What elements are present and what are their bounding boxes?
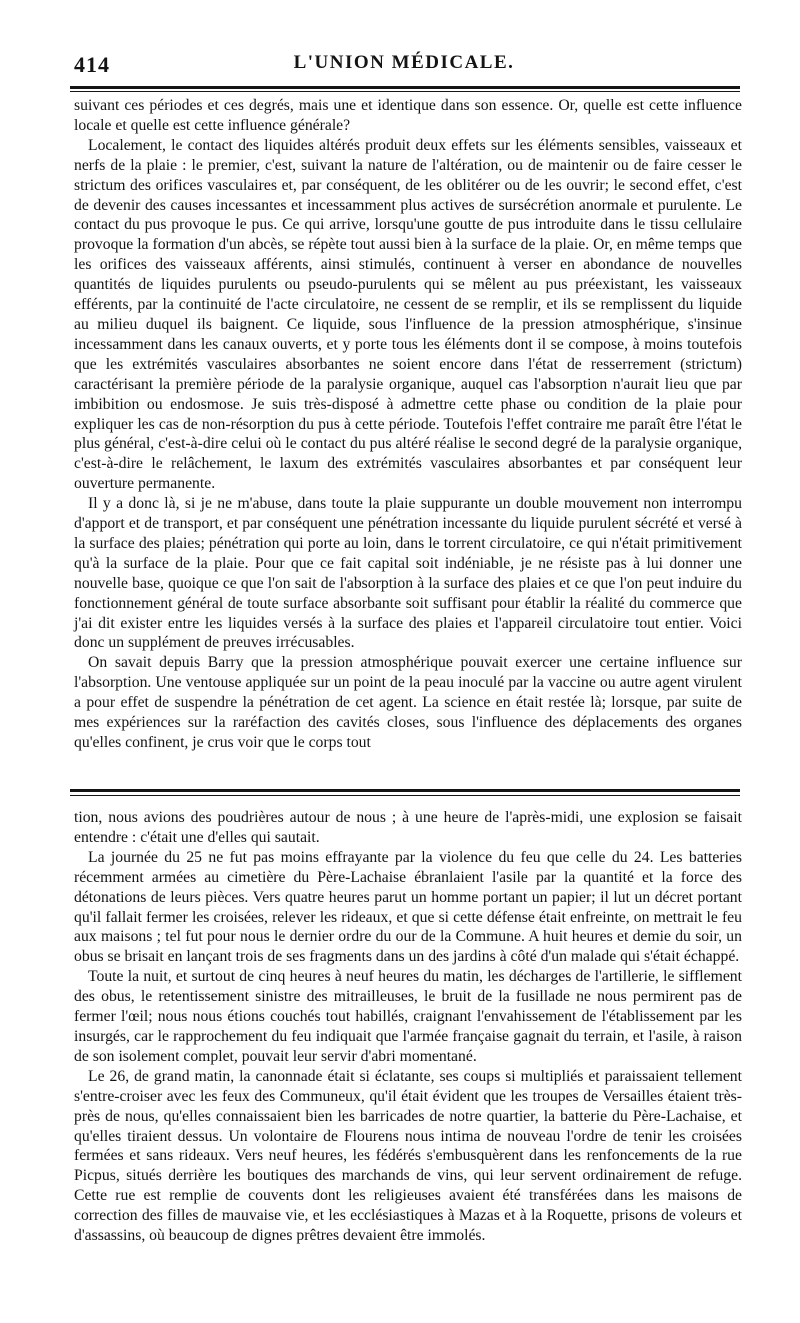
page-header (68, 52, 740, 82)
section-divider-rule (70, 789, 740, 796)
page-number: 414 (74, 52, 110, 77)
article-text-lower (74, 808, 742, 1246)
article-text-upper (74, 96, 742, 753)
paragraph: Le 26, de grand matin, la canonnade était si éclatante, ses coups si multipliés et paraissaient tellement s'entre-croiser avec les feux des Communeux, qu'il était évident que les troupes de Versailles étaient très-près de nous, qu'elles connaissaient bien les barricades de notre quartier, la batterie du Père-Lachaise, et qu'elles tiraient dessus. Un volontaire de Flourens nous intima de nouveau l'ordre de tenir les croisées fermées et sans rideaux. Vers neuf heures, les fédérés s'embusquèrent dans les renfoncements de la rue Picpus, situés derrière les boutiques des marchands de vins, qui leur servent ordinairement de refuge. Cette rue est remplie de couvents dont les religieuses avaient été transférées dans les maisons de correction des filles de mauvaise vie, et les ecclésiastiques à Mazas et à la Roquette, prisons de voleurs et d'assassins, où beaucoup de dignes prêtres devaient être immolés. (74, 1067, 742, 1245)
paragraph: On savait depuis Barry que la pression atmosphérique pouvait exercer une certaine influence sur l'absorption. Une ventouse appliquée sur un point de la peau inoculé par la vaccine ou autre agent virulent a pour effet de suspendre la pénétration de cet agent. La science en était restée là; lorsque, par suite de mes expériences sur la raréfaction des cavités closes, sous l'influence des déplacements des organes qu'elles confinent, je crus voir que le corps tout (74, 654, 742, 751)
header-rule (70, 86, 740, 92)
paragraph: La journée du 25 ne fut pas moins effrayante par la violence du feu que celle du 24. Les batteries récemment armées au cimetière du Père-Lachaise ébranlaient l'asile par la quantité et la force des détonations de leurs pièces. Vers quatre heures parut un homme portant un papier; il lut un décret portant qu'il fallait fermer les croisées, relever les rideaux, et que si cette défense était enfreinte, on mettrait le feu aux maisons ; tel fut pour nous le dernier ordre du our de la Commune. A huit heures et demie du soir, un obus se brisait en lançant trois de ses fragments dans un des jardins à côté d'un malade qui s'était échappé. (74, 848, 742, 966)
paragraph: suivant ces périodes et ces degrés, mais une et identique dans son essence. Or, quelle est cette influence locale et quelle est cette influence générale? (74, 97, 742, 134)
paragraph: Toute la nuit, et surtout de cinq heures à neuf heures du matin, les décharges de l'artillerie, le sifflement des obus, le retentissement sinistre des mitrailleuses, le bruit de la fusillade ne nous permirent pas de fermer l'œil; nous nous étions couchés tout habillés, craignant l'envahissement de l'établissement par les insurgés, car le rapprochement du feu indiquait que l'armée française gagnait du terrain, et l'asile, à raison de son isolement complet, pouvait leur servir d'abri momentané. (74, 968, 742, 1065)
paragraph: Il y a donc là, si je ne m'abuse, dans toute la plaie suppurante un double mouvement non interrompu d'apport et de transport, et par conséquent une pénétration incessante du liquide purulent sécrété et versé à la surface des plaies; pénétration qui porte au loin, dans le torrent circulatoire, ce qui n'était primitivement qu'à la surface de la plaie. Pour que ce fait capital soit indéniable, je ne résiste pas à lui donner une nouvelle base, quoique ce que l'on sait de l'absorption à la surface des plaies et ce que l'on peut induire du fonctionnement général de toute surface absorbante soit suffisant pour établir la réalité du commerce que j'ai dit exister entre les liquides versés à la surface des plaies et l'appareil circulatoire tout entier. Voici donc un supplément de preuves irrécusables. (74, 495, 742, 652)
journal-title: L'UNION MÉDICALE. (293, 52, 515, 73)
paragraph: Localement, le contact des liquides altérés produit deux effets sur les éléments sensibles, vaisseaux et nerfs de la plaie : le premier, c'est, suivant la nature de l'altération, ou de maintenir ou de faire cesser le strictum des orifices vasculaires et, par conséquent, de les oblitérer ou de les ouvrir; le second effet, c'est de devenir des causes incessantes et incessamment plus actives de sursécrétion anormale et purulente. Le contact du pus provoque le pus. Ce qui arrive, lorsqu'une goutte de pus introduite dans le tissu cellulaire provoque la formation d'un abcès, se répète tout aussi bien à la surface de la plaie. Or, en même temps que les orifices des vaisseaux afférents, ainsi stimulés, continuent à verser en abondance de nouvelles quantités de liquides purulents ou pseudo-purulents qui se mêlent au pus préexistant, les vaisseaux efférents, par la continuité de l'acte circulatoire, ne cessent de se remplir, et ils se remplissent du liquide au milieu duquel ils baignent. Ce liquide, sous l'influence de la pression atmosphérique, s'insinue incessamment dans les canaux ouverts, et y porte tous les éléments dont il se compose, à moins toutefois que les extrémités vasculaires absorbantes ne soient encore dans l'état de resserrement (strictum) caractérisant la première période de la paralysie organique, auquel cas l'absorption n'aurait lieu que par imbibition ou endosmose. Je suis très-disposé à admettre cette phase ou condition de la plaie pour expliquer les cas de non-résorption du pus à cette période. Toutefois l'effet contraire me paraît être l'état le plus général, c'est-à-dire celui où le contact du pus altéré réalise le second degré de la paralysie organique, c'est-à-dire le relâchement, le laxum des extrémités vasculaires absorbantes et par conséquent leur ouverture permanente. (74, 136, 742, 493)
paragraph: tion, nous avions des poudrières autour de nous ; à une heure de l'après-midi, une explosion se faisait entendre : c'était une d'elles qui sautait. (74, 809, 742, 846)
